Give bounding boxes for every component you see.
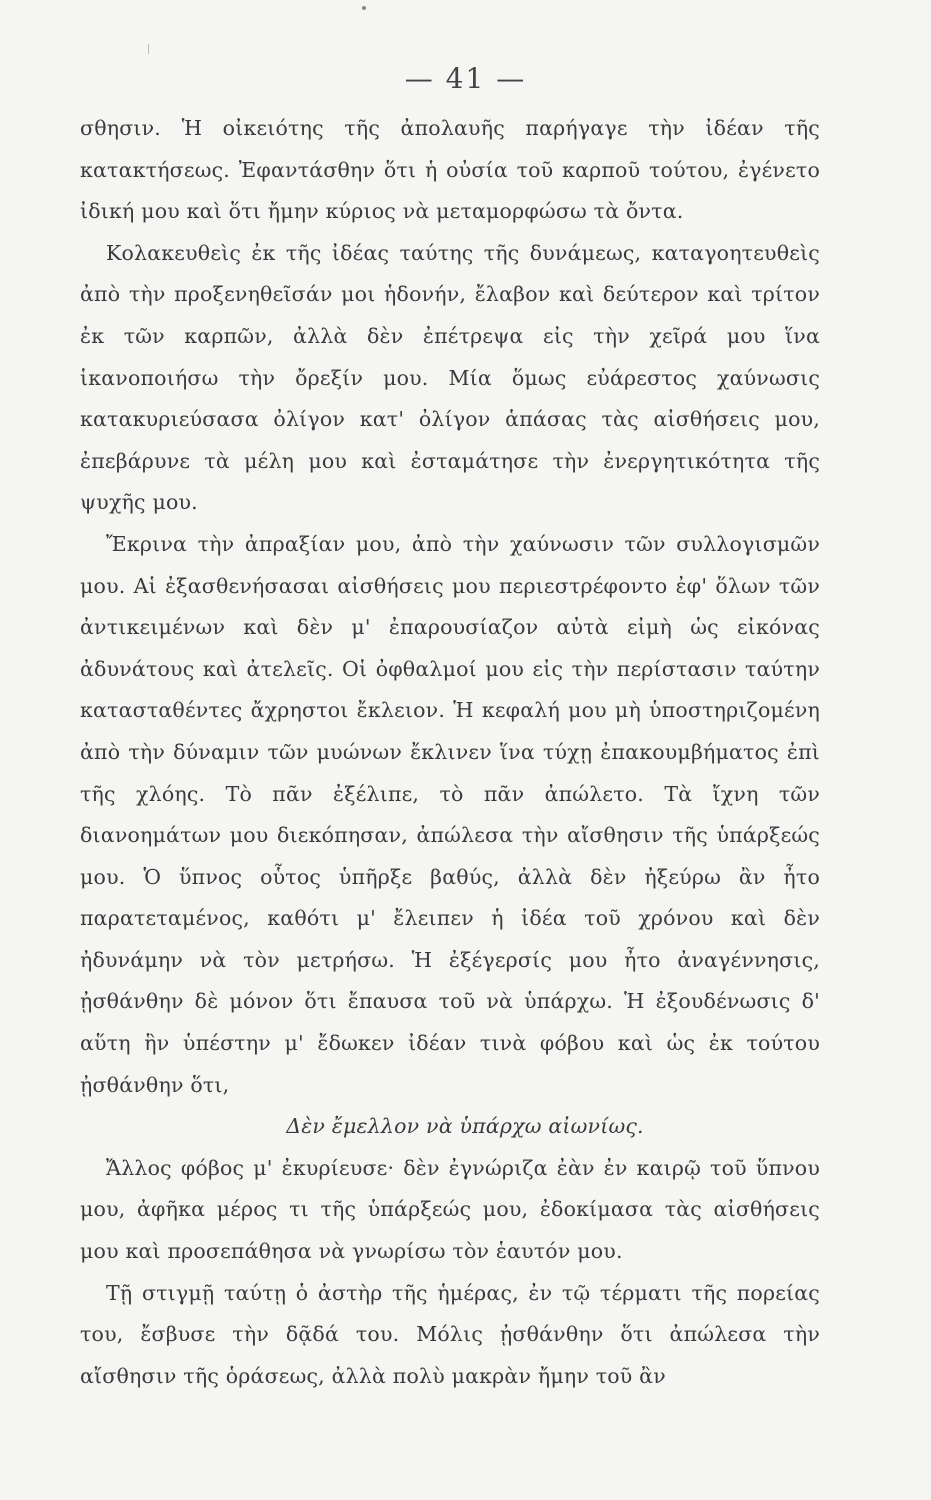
paragraph-3: Ἔκρινα τὴν ἀπραξίαν μου, ἀπὸ τὴν χαύνωσιν τῶν συλλογισμῶν μου. Αἱ ἐξασθενήσασαι αἰσθήσεις μου περιεστρέφοντο ἐφ' ὅλων τῶν ἀντικειμένων καὶ δὲν μ' ἐπαρουσίαζον αὐτὰ εἰμὴ ὡς εἰκόνας ἀδυνάτους καὶ ἀτελεῖς. Οἱ ὀφθαλμοί μου εἰς τὴν περίστασιν ταύτην κατασταθέντες ἄχρηστοι ἔκλειον. Ἡ κεφαλή μου μὴ ὑποστηριζομένη ἀπὸ τὴν δύναμιν τῶν μυώνων ἔκλινεν ἵνα τύχῃ ἐπακουμβήματος ἐπὶ τῆς χλόης. Τὸ πᾶν ἐξέλιπε, τὸ πᾶν ἀπώλετο. Τὰ ἴχνη τῶν διανοημάτων μου διεκόπησαν, ἀπώλεσα τὴν αἴσθησιν τῆς ὑπάρξεώς μου. Ὁ ὕπνος οὗτος ὑπῆρξε βαθύς, ἀλλὰ δὲν ἠξεύρω ἂν ἦτο παρατεταμένος, καθότι μ' ἔλειπεν ἡ ἰδέα τοῦ χρόνου καὶ δὲν ἠδυνάμην νὰ τὸν μετρήσω. Ἡ ἐξέγερσίς μου ἦτο ἀναγέννησις, ᾐσθάνθην δὲ μόνον ὅτι ἔπαυσα τοῦ νὰ ὑπάρχω. Ἡ ἐξουδένωσις δ' αὕτη ἣν ὑπέστην μ' ἔδωκεν ἰδέαν τινὰ φόβου καὶ ὡς ἐκ τούτου ᾐσθάνθην ὅτι, — [80, 531, 820, 1097]
body-text — [80, 108, 820, 1397]
paragraph-5: Τῇ στιγμῇ ταύτῃ ὁ ἀστὴρ τῆς ἡμέρας, ἐν τῷ τέρματι τῆς πορείας του, ἔσβυσε τὴν δᾷδά του. Μόλις ᾐσθάνθην ὅτι ἀπώλεσα τὴν αἴσθησιν τῆς ὁράσεως, ἀλλὰ πολὺ μακρὰν ἤμην τοῦ ἂν — [80, 1280, 820, 1388]
print-mark — [148, 44, 149, 54]
print-speck — [362, 6, 366, 10]
paragraph-1: σθησιν. Ἡ οἰκειότης τῆς ἀπολαυῆς παρήγαγε τὴν ἰδέαν τῆς κατακτήσεως. Ἐφαντάσθην ὅτι ἡ οὐσία τοῦ καρποῦ τούτου, ἐγένετο ἰδική μου καὶ ὅτι ἤμην κύριος νὰ μεταμορφώσω τὰ ὄντα. — [80, 116, 820, 224]
paragraph-2: Κολακευθεὶς ἐκ τῆς ἰδέας ταύτης τῆς δυνάμεως, καταγοητευθεὶς ἀπὸ τὴν προξενηθεῖσάν μοι ἡδονήν, ἔλαβον καὶ δεύτερον καὶ τρίτον ἐκ τῶν καρπῶν, ἀλλὰ δὲν ἐπέτρεψα εἰς τὴν χεῖρά μου ἵνα ἱκανοποιήσω τὴν ὄρεξίν μου. Μία ὅμως εὐάρεστος χαύνωσις κατακυριεύσασα ὀλίγον κατ' ὀλίγον ἁπάσας τὰς αἰσθήσεις μου, ἐπεβάρυνε τὰ μέλη μου καὶ ἐσταμάτησε τὴν ἐνεργητικότητα τῆς ψυχῆς μου. — [80, 240, 820, 515]
page-number: — 41 — — [404, 62, 527, 95]
paragraph-4: Ἄλλος φόβος μ' ἐκυρίευσε· δὲν ἐγνώριζα ἐὰν ἐν καιρῷ τοῦ ὕπνου μου, ἀφῆκα μέρος τι τῆς ὑπάρξεώς μου, ἐδοκίμασα τὰς αἰσθήσεις μου καὶ προσεπάθησα νὰ γνωρίσω τὸν ἑαυτόν μου. — [80, 1155, 820, 1264]
italic-quote: Δὲν ἔμελλον νὰ ὑπάρχω αἰωνίως. — [286, 1114, 644, 1139]
